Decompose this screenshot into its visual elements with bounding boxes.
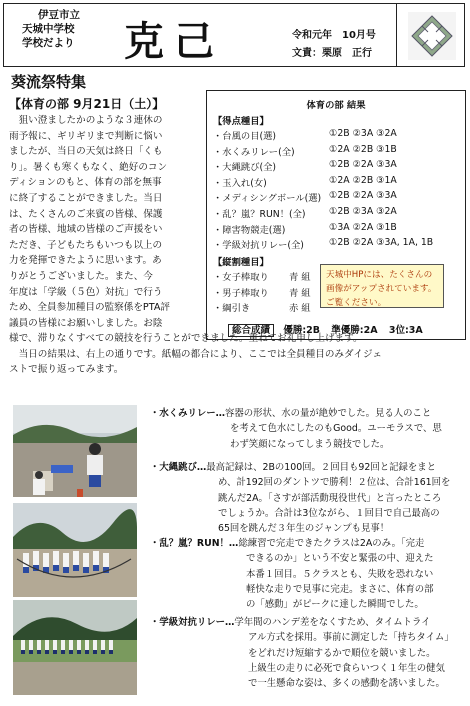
event-name: ・乱？嵐？RUN！(全) xyxy=(213,209,306,220)
digest-item xyxy=(150,406,464,452)
intro-line: 当日の結果は、右上の通りです。紙幅の都合により、ここでは全員種目のみダイジェ xyxy=(9,348,383,360)
newsletter-title: 克己 xyxy=(124,18,224,65)
event-name: ・大縄跳び(全) xyxy=(213,162,277,174)
intro-line: 議員の皆様にお願いしました。お陰 xyxy=(9,317,163,329)
digest-line: 65回を跳んだ３年生のジャンプも見事！ xyxy=(218,523,390,535)
digest-heading: ・乱？嵐？RUN！… xyxy=(150,538,239,549)
digest-heading: ・大縄跳び… xyxy=(150,462,207,473)
overall-first: 優勝:2B xyxy=(283,325,320,336)
event-name: ・玉入れ(女) xyxy=(213,177,267,189)
vertical-event-winner: 青 組 xyxy=(289,287,311,299)
digest-line: 本番１回目。５クラスとも、失敗を恐れない xyxy=(246,568,434,580)
vertical-event-name: ・男子棒取り xyxy=(213,287,269,299)
event-name: ・水くみリレー(全) xyxy=(213,146,295,158)
digest-line: め、計192回のダントツで勝利！２位は、合計161回を xyxy=(218,477,451,489)
results-section-vertical: 【縦割種目】 xyxy=(213,257,269,268)
event-result: ①2B ②2A ③3A, 1A, 1B xyxy=(329,237,434,249)
digest-line: 総練習で完走できたクラスは2Aのみ。「完走 xyxy=(238,538,425,549)
feature-subtitle: 【体育の部 9月21日（土）】 xyxy=(9,97,165,111)
vertical-event-winner: 赤 組 xyxy=(289,303,311,315)
city-name: 伊豆市立 xyxy=(38,9,80,21)
overall-results xyxy=(228,322,423,336)
digest-line: わず笑顔になってしまう競技でした。 xyxy=(230,438,390,450)
masthead xyxy=(3,3,465,67)
school-name: 天城中学校 xyxy=(22,23,75,35)
event-result: ①2B ②3A ③2A xyxy=(329,128,397,139)
intro-line: りがとうございました。また、今 xyxy=(9,270,153,282)
overall-third: 3位:3A xyxy=(388,325,423,336)
event-result: ①2B ②3A ③2A xyxy=(329,206,397,217)
digest-line: 軽快な走りで見事に完走。まさに、体育の部 xyxy=(246,583,434,595)
website-note: 天城中HPには、たくさんの画像がアップされています。ご覧ください。 xyxy=(320,264,444,308)
event-result: ①2A ②2B ③1A xyxy=(329,174,397,186)
intro-line: 者の皆様、地域の皆様のご声援をい xyxy=(9,224,163,236)
digest-line: できるのか」という不安と緊張の中、迎えた xyxy=(246,553,434,565)
school-info xyxy=(22,8,108,50)
overall-label: 総合成績 xyxy=(228,324,274,337)
newsletter-kind: 学校だより xyxy=(22,37,75,49)
vertical-event-name: ・綱引き xyxy=(213,303,251,315)
issue-date: 令和元年 10月号 xyxy=(292,30,376,41)
school-emblem-icon xyxy=(408,12,456,60)
intro-line: 力を発揮できたように思います。あ xyxy=(9,255,162,267)
vertical-event-name: ・女子棒取り xyxy=(213,272,269,283)
event-result: ①2B ②2A ③3A xyxy=(329,190,397,202)
overall-second: 準優勝:2A xyxy=(331,325,378,336)
digest-line: を考えて色水にしたのもGood。ユーモラスで、思 xyxy=(230,423,442,435)
digest-line: で一生懸命な姿は、多くの感動を誘いました。 xyxy=(248,678,445,690)
digest-line: の「感動」がピークに達した瞬間でした。 xyxy=(246,599,424,611)
photo-class-relay xyxy=(13,600,137,695)
intro-line: ましたが、当日の天気は終日「くも xyxy=(9,146,163,158)
intro-line: 年度は「学級（５色）対抗」で行う xyxy=(9,286,163,298)
digest-heading: ・学級対抗リレー… xyxy=(150,617,235,628)
digest-line: 学年間のハンデ差をなくすため、タイムトライ xyxy=(234,617,431,628)
digest-line: でしょうか。合計は3位ながら、１回目で自己最高の xyxy=(218,507,440,519)
intro-line: 様で、滞りなくすべての競技を行うことができました。重ねてお礼申し上げます。 xyxy=(9,333,363,344)
intro-line: ディションのもと、体育の部を無事 xyxy=(9,177,162,189)
event-name: ・台風の目(選) xyxy=(213,131,277,142)
digest-line: 跳んだ2A。「さすが部活動現役世代」と言ったところ xyxy=(218,492,442,504)
digest-item xyxy=(150,615,464,691)
intro-line: り」。暑くも寒くもなく、絶好のコン xyxy=(9,161,168,173)
intro-line: 雨予報に、ギリギリまで判断に悩い xyxy=(9,130,163,142)
digest-line: をどれだけ短縮するかで順位を競いました。 xyxy=(248,647,436,659)
author-line: 文責：栗原 正行 xyxy=(292,48,372,59)
intro-text xyxy=(9,113,204,331)
digest-line: 上級生の走りに必死で食らいつく１年生の健気 xyxy=(248,662,445,674)
feature-title: 葵流祭特集 xyxy=(11,73,87,91)
results-section-scored: 【得点種目】 xyxy=(213,116,269,127)
event-result: ①2B ②2A ③3A xyxy=(329,159,397,171)
results-title: 体育の部 結果 xyxy=(306,100,366,111)
intro-line: に終了することができました。当日 xyxy=(9,192,163,204)
digest-line: 最高記録は、2Bの100回。２回目も92回と記録をまと xyxy=(206,462,436,473)
intro-line: ただき、子どもたちもいつも以上の xyxy=(9,239,163,251)
event-name: ・メディシングボール(選) xyxy=(213,193,322,205)
event-result: ①3A ②2A ③1B xyxy=(329,221,397,233)
digest-heading: ・水くみリレー… xyxy=(150,408,226,419)
event-name: ・学級対抗リレー(全) xyxy=(213,240,304,252)
intro-line: は、たくさんのご来賓の皆様、保護 xyxy=(9,208,163,220)
vertical-event-winner: 青 組 xyxy=(289,272,311,283)
digest-line: アル方式を採用。事前に測定した「持ちタイム」 xyxy=(248,632,454,644)
divider xyxy=(396,4,397,66)
intro-line: 狙い澄ましたかのような３連休の xyxy=(9,115,163,126)
intro-line: ストで振り返ってみます。 xyxy=(9,364,124,376)
event-result: ①2A ②2B ③1B xyxy=(329,143,397,155)
intro-line: ため、全員参加種目の監察係をPTA評 xyxy=(9,302,170,314)
event-name: ・障害物競走(選) xyxy=(213,224,286,236)
photo-water-relay xyxy=(13,405,137,497)
photo-jump-rope xyxy=(13,503,137,597)
digest-item xyxy=(150,460,464,536)
digest-item xyxy=(150,536,464,612)
digest-line: 容器の形状、水の量が絶妙でした。見る人のこと xyxy=(225,408,432,419)
